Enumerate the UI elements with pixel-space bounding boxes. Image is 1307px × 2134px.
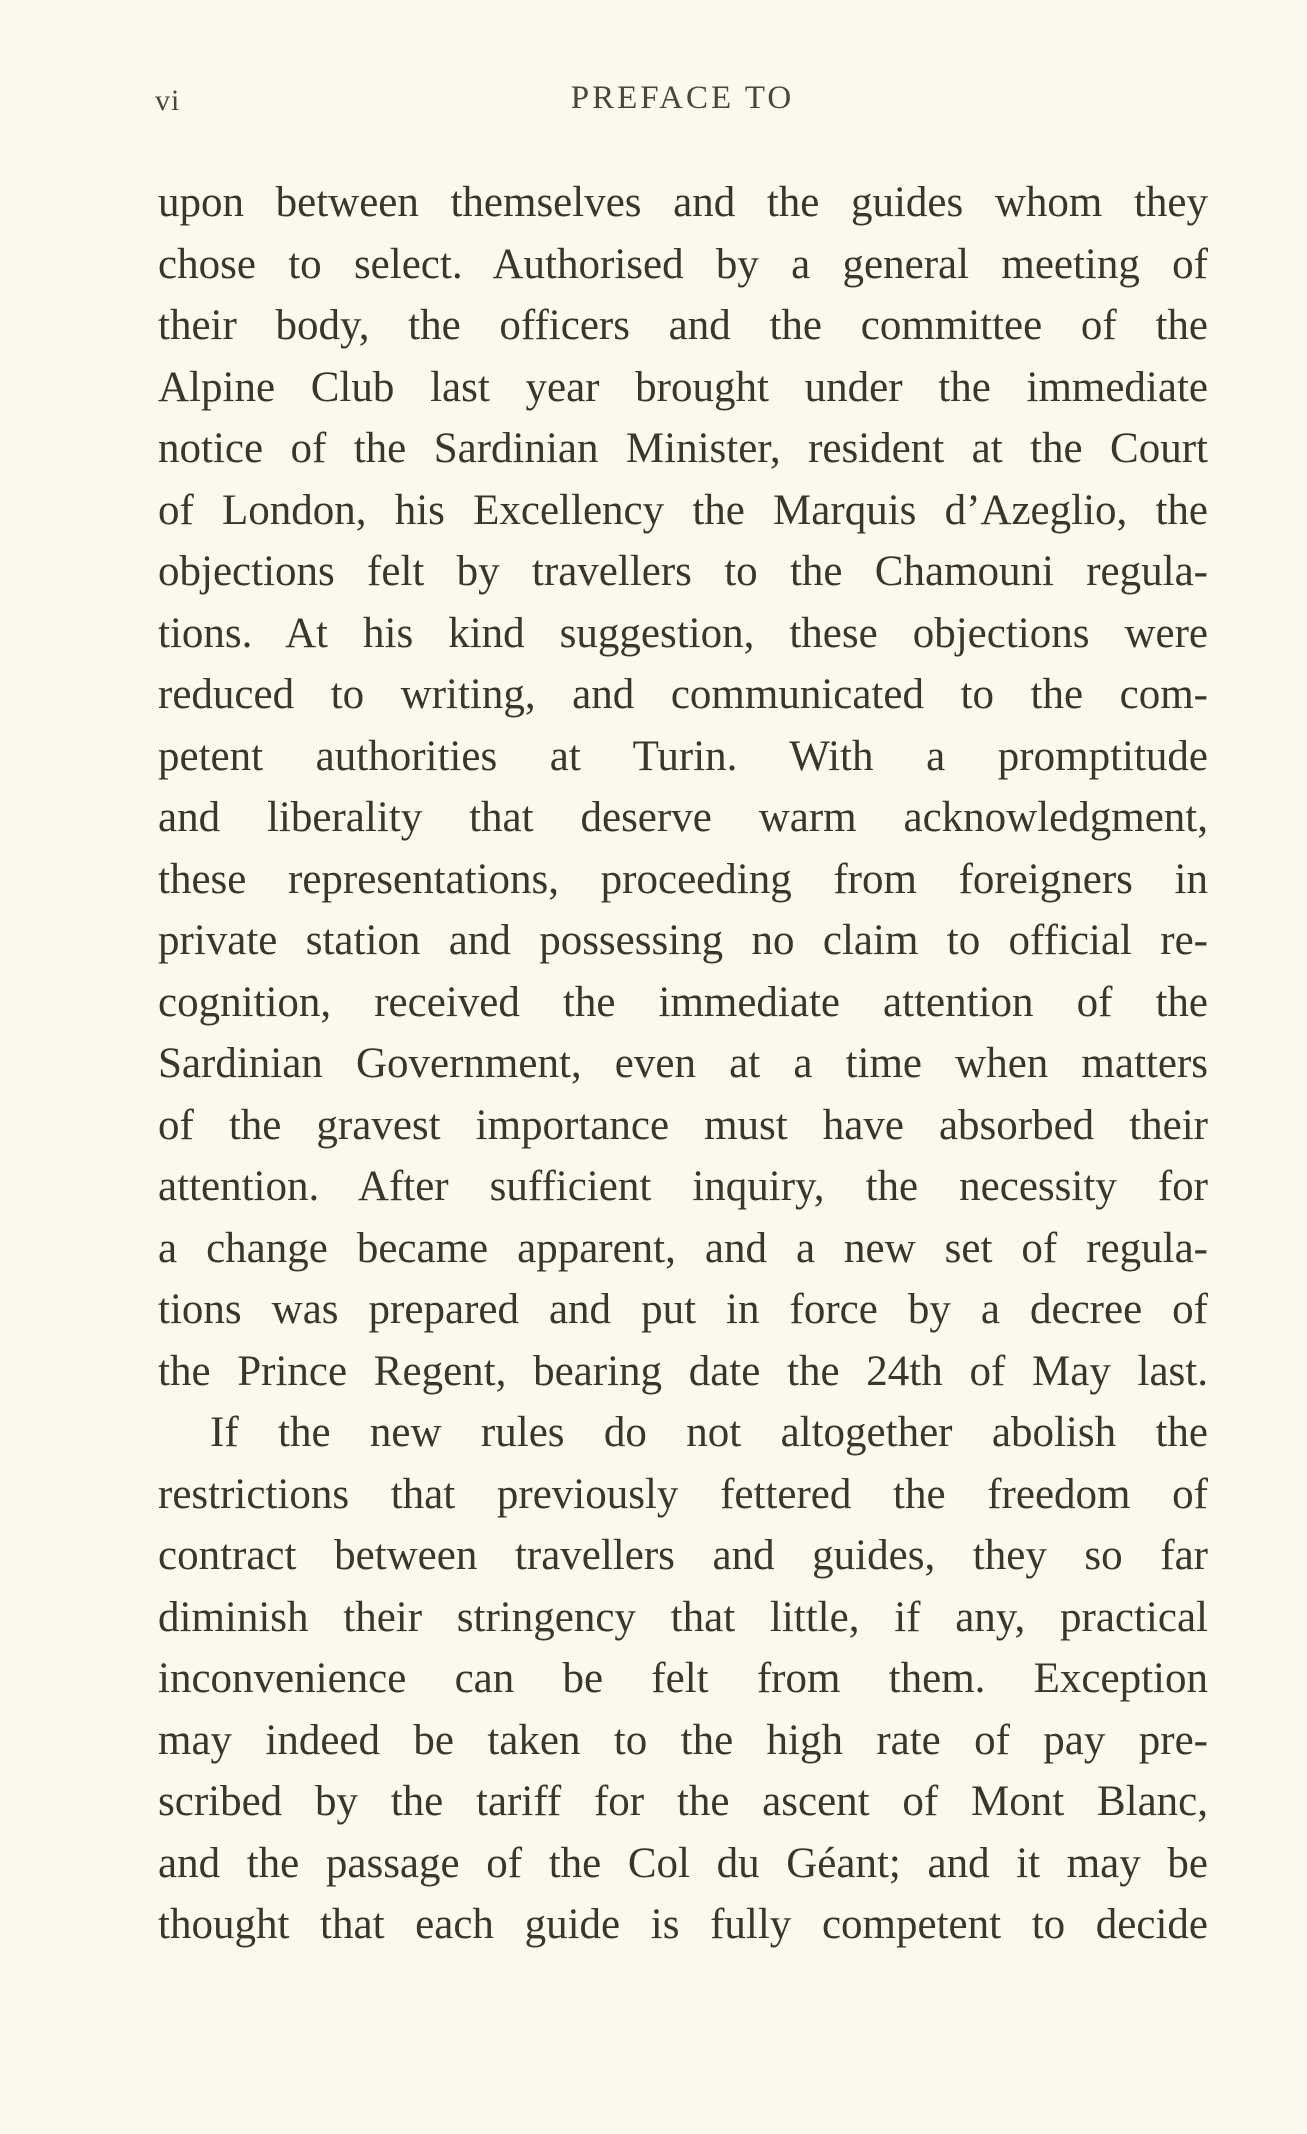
- text-line: reduced to writing, and communicated to the com-: [158, 671, 1208, 718]
- page-number: vi: [155, 84, 181, 117]
- text-line: and the passage of the Col du Géant; and it may be: [158, 1839, 1208, 1887]
- text-line: and liberality that deserve warm acknowledgment,: [158, 794, 1208, 841]
- text-line: attention. After sufficient inquiry, the necessity for: [158, 1163, 1208, 1210]
- text-line: petent authorities at Turin. With a promptitude: [158, 732, 1208, 780]
- text-line: objections felt by travellers to the Chamouni regula-: [158, 548, 1208, 595]
- text-line: tions was prepared and put in force by a decree of: [158, 1286, 1208, 1333]
- body-text: [158, 172, 1208, 1956]
- text-line: diminish their stringency that little, if any, practical: [158, 1593, 1208, 1641]
- paragraph-start-line: If the new rules do not altogether abolish the: [210, 1409, 1208, 1456]
- text-line: inconvenience can be felt from them. Exception: [158, 1655, 1208, 1702]
- text-line: of the gravest importance must have absorbed their: [158, 1101, 1208, 1149]
- text-line: Alpine Club last year brought under the immediate: [158, 363, 1208, 411]
- text-line: their body, the officers and the committee of the: [158, 302, 1208, 349]
- running-title: PREFACE TO: [570, 80, 795, 116]
- text-line: tions. At his kind suggestion, these objections were: [158, 609, 1208, 657]
- text-line: notice of the Sardinian Minister, resident at the Court: [158, 425, 1208, 472]
- text-line: private station and possessing no claim to official re-: [158, 917, 1208, 964]
- text-line: Sardinian Government, even at a time when matters: [158, 1040, 1208, 1087]
- text-line: restrictions that previously fettered the freedom of: [158, 1470, 1208, 1518]
- text-line: the Prince Regent, bearing date the 24th of May last.: [158, 1347, 1208, 1395]
- text-line: these representations, proceeding from foreigners in: [158, 855, 1208, 903]
- text-line: thought that each guide is fully competent to decide: [158, 1901, 1208, 1948]
- text-line: cognition, received the immediate attention of the: [158, 978, 1208, 1026]
- text-line: scribed by the tariff for the ascent of Mont Blanc,: [158, 1778, 1208, 1825]
- text-line: a change became apparent, and a new set of regula-: [158, 1224, 1208, 1272]
- running-head: [155, 80, 1210, 124]
- text-line: contract between travellers and guides, they so far: [158, 1532, 1208, 1579]
- text-line: of London, his Excellency the Marquis d’Azeglio, the: [158, 486, 1208, 534]
- text-line: may indeed be taken to the high rate of pay pre-: [158, 1716, 1208, 1764]
- text-line: upon between themselves and the guides whom they: [158, 179, 1208, 226]
- text-line: chose to select. Authorised by a general meeting of: [158, 240, 1208, 288]
